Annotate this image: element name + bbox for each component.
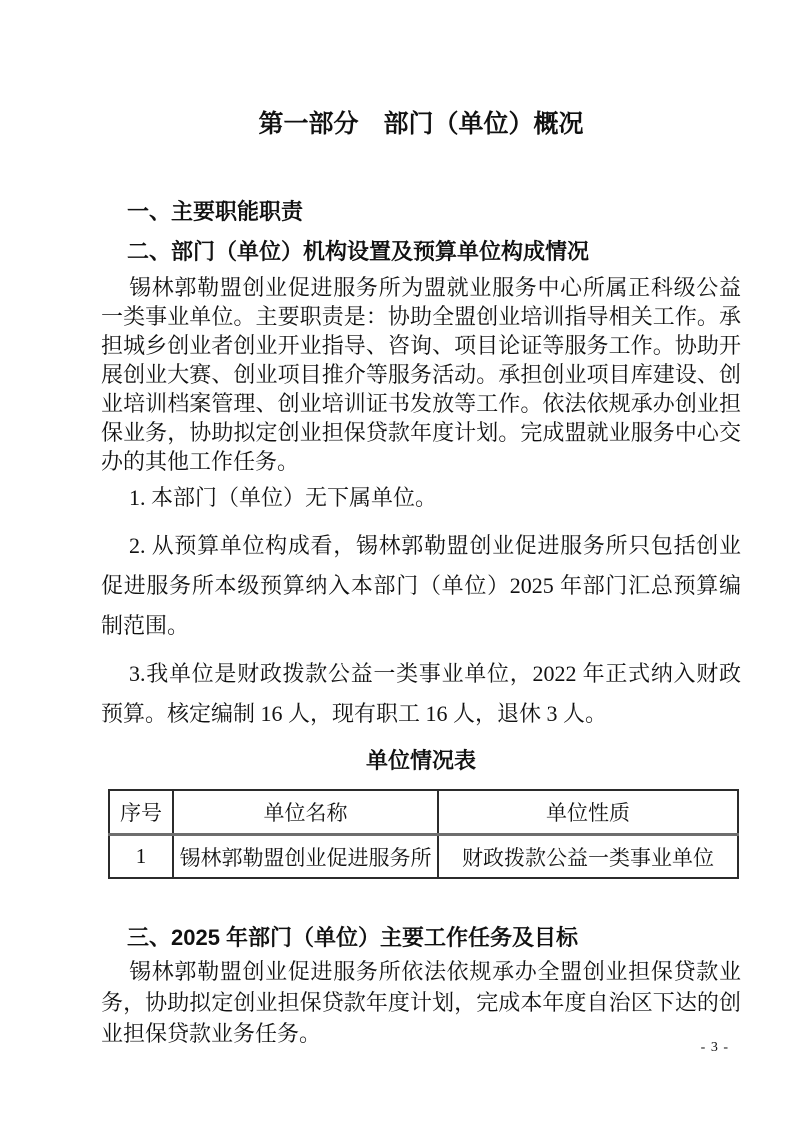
table-header-nature: 单位性质 (438, 790, 738, 835)
section-2-item-2: 2. 从预算单位构成看，锡林郭勒盟创业促进服务所只包括创业促进服务所本级预算纳入本部门（单位）2025 年部门汇总预算编制范围。 (101, 533, 741, 638)
table-cell-seq: 1 (109, 835, 173, 879)
table-cell-name: 锡林郭勒盟创业促进服务所 (173, 835, 438, 879)
unit-table-title: 单位情况表 (365, 748, 476, 773)
table-header-row (109, 790, 738, 835)
table-header-seq: 序号 (109, 790, 173, 835)
section-2-intro-paragraph: 锡林郭勒盟创业促进服务所为盟就业服务中心所属正科级公益一类事业单位。主要职责是：协助全盟创业培训指导相关工作。承担城乡创业者创业开业指导、咨询、项目论证等服务工作。协助开展创业大赛、创业项目推介等服务活动。承担创业项目库建设、创业培训档案管理、创业培训证书发放等工作。依法依规承办创业担保业务，协助拟定创业担保贷款年度计划。完成盟就业服务中心交办的其他工作任务。 (101, 275, 741, 474)
section-3-heading: 三、2025 年部门（单位）主要工作任务及目标 (127, 925, 579, 950)
table-row (109, 835, 738, 879)
table-header-name: 单位名称 (173, 790, 438, 835)
section-2-item-1: 1. 本部门（单位）无下属单位。 (129, 485, 438, 510)
section-2-heading: 二、部门（单位）机构设置及预算单位构成情况 (127, 239, 590, 264)
content-area (101, 0, 741, 1049)
unit-info-table (108, 789, 739, 879)
section-2-item-3: 3.我单位是财政拨款公益一类事业单位，2022 年正式纳入财政预算。核定编制 16 人，现有职工 16 人，退休 3 人。 (101, 661, 741, 726)
section-3-paragraph: 锡林郭勒盟创业促进服务所依法依规承办全盟创业担保贷款业务，协助拟定创业担保贷款年度计划，完成本年度自治区下达的创业担保贷款业务任务。 (101, 959, 741, 1046)
section-1-heading: 一、主要职能职责 (127, 199, 304, 224)
page-number: - 3 - (700, 1040, 729, 1055)
table-cell-nature: 财政拨款公益一类事业单位 (438, 835, 738, 879)
page-title: 第一部分 部门（单位）概况 (258, 110, 584, 138)
